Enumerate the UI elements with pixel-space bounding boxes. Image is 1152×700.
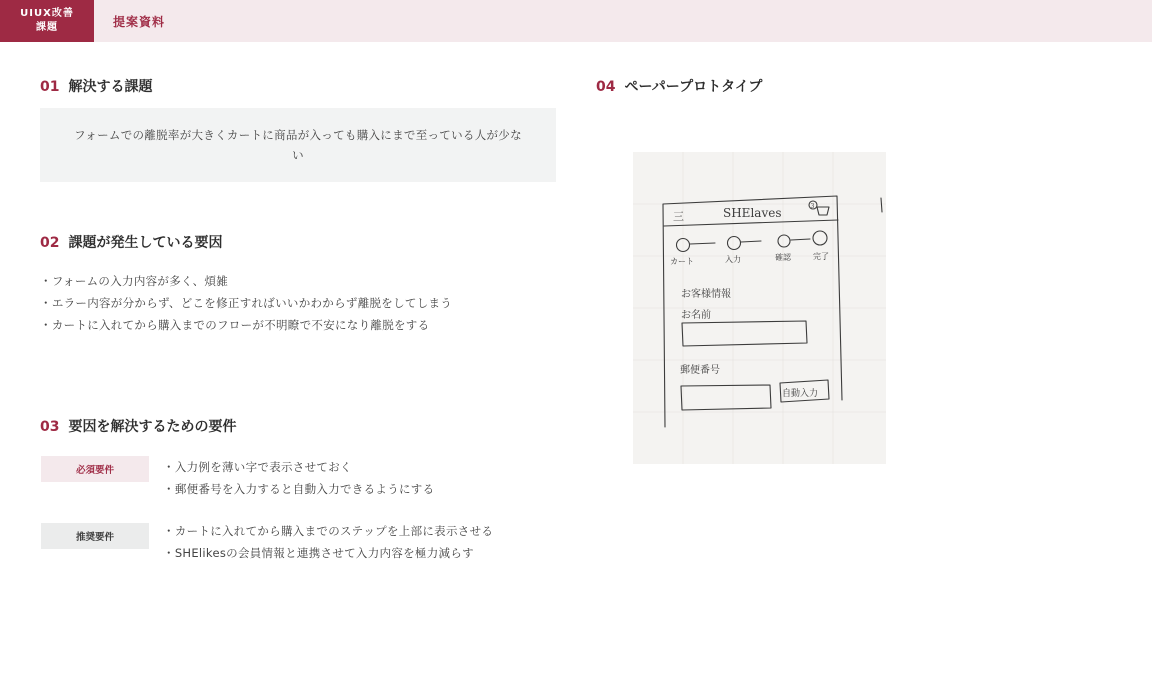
cause-list <box>40 270 452 336</box>
sketch-menu-glyph: 三 <box>673 210 684 223</box>
section3-number: 03 <box>40 419 60 435</box>
required-list <box>163 456 434 500</box>
sketch-step-label: 確認 <box>775 253 791 262</box>
recommended-badge: 推奨要件 <box>41 523 149 549</box>
recommended-list <box>163 520 493 564</box>
sketch-step-label: カート <box>670 257 694 266</box>
section4-heading <box>596 76 762 96</box>
sketch-step-label: 入力 <box>725 255 741 264</box>
list-item: ・ 入力例を薄い字で表示させておく <box>163 456 434 478</box>
list-item: ・ エラー内容が分からず、どこを修正すればいいかわからず離脱をしてしまう <box>40 292 452 314</box>
problem-text: フォームでの離脱率が大きくカートに商品が入っても購入にまで至っている人が少ない <box>74 128 522 162</box>
section2-heading <box>40 232 222 252</box>
sketch-cart-count: 3 <box>810 203 815 210</box>
list-item: ・ 郵便番号を入力すると自動入力できるようにする <box>163 478 434 500</box>
sketch-step-label: 完了 <box>813 252 829 261</box>
section1-heading <box>40 76 152 96</box>
sketch-auto-input-button: 自動入力 <box>782 389 819 399</box>
section1-number: 01 <box>40 79 60 95</box>
sketch-form-heading: お客様情報 <box>681 289 731 300</box>
section3-heading <box>40 416 236 436</box>
section2-number: 02 <box>40 235 60 251</box>
sketch-app-name: SHElaves <box>723 206 782 220</box>
category-tag-line1: UIUX改善 <box>20 8 74 19</box>
section2-title: 課題が発生している要因 <box>68 235 223 251</box>
list-item: ・ カートに入れてから購入までのフローが不明瞭で不安になり離脱をする <box>40 314 452 336</box>
category-tag <box>0 0 94 42</box>
header-bar <box>0 0 1152 42</box>
list-item: ・ カートに入れてから購入までのステップを上部に表示させる <box>163 520 493 542</box>
sketch-zip-label: 郵便番号 <box>680 365 720 376</box>
section3-title: 要因を解決するための要件 <box>68 419 237 435</box>
sketch-name-label: お名前 <box>681 310 711 321</box>
required-badge: 必須要件 <box>41 456 149 482</box>
section1-title: 解決する課題 <box>68 79 153 95</box>
paper-prototype-image <box>633 152 886 464</box>
list-item: ・ フォームの入力内容が多く、煩雑 <box>40 270 452 292</box>
section4-title: ペーパープロトタイプ <box>624 79 763 95</box>
section4-number: 04 <box>596 79 616 95</box>
category-tag-line2: 課題 <box>36 22 58 33</box>
list-item: ・ SHElikesの会員情報と連携させて入力内容を極力減らす <box>163 542 493 564</box>
problem-box <box>40 108 556 182</box>
document-title: 提案資料 <box>113 15 166 29</box>
